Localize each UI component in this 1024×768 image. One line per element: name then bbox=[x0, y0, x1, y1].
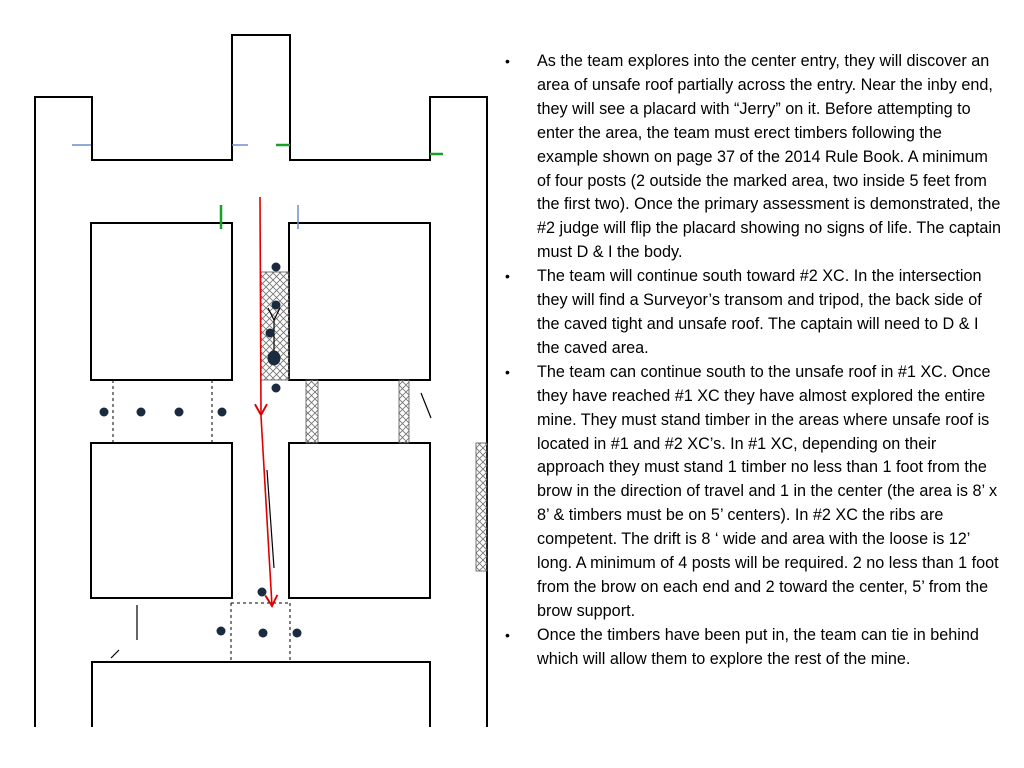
timber-post-icon bbox=[272, 263, 281, 272]
timber-post-icon bbox=[272, 384, 281, 393]
timber-post-icon bbox=[100, 408, 109, 417]
bullet-icon: • bbox=[505, 268, 510, 285]
bullet-icon: • bbox=[505, 53, 510, 69]
route-arrow-1 bbox=[260, 197, 261, 415]
placard-icon bbox=[268, 351, 281, 366]
timber-post-icon bbox=[293, 629, 302, 638]
timber-post-icon bbox=[272, 301, 281, 310]
pillar-upper-right bbox=[289, 223, 430, 380]
unsafe-roof-xc2-right bbox=[399, 380, 409, 443]
bottom-pillar bbox=[92, 662, 430, 727]
pillar-lower-right bbox=[289, 443, 430, 598]
timber-post-icon bbox=[218, 408, 227, 417]
note-item bbox=[500, 265, 1005, 361]
note-item bbox=[500, 50, 1005, 265]
note-text: The team will continue south toward #2 XC. In the intersection they will find a Surveyor’s transom and tripod, the back side of the caved tight and unsafe roof. The captain will need to D & I the caved area. bbox=[537, 267, 982, 357]
timber-post-icon bbox=[258, 588, 267, 597]
note-item bbox=[500, 361, 1005, 624]
note-item bbox=[500, 624, 1005, 672]
notes-list bbox=[500, 50, 1005, 672]
pillar-upper-left bbox=[91, 223, 232, 380]
black-mark-diag bbox=[111, 650, 119, 658]
pillar-lower-left bbox=[91, 443, 232, 598]
unsafe-roof-right-entry bbox=[476, 443, 487, 571]
timber-post-icon bbox=[175, 408, 184, 417]
black-mark-right bbox=[421, 393, 431, 418]
note-text: As the team explores into the center entry, they will discover an area of unsafe roof partially across the entry. Near the inby end, they will see a placard with “Jerry” on it. Before attempting to enter the area, the team must erect timbers following the example shown on page 37 of the 2014 Rule Book. A minimum of four posts (2 outside the marked area, two inside 5 feet from the first two). Once the primary assessment is demonstrated, the #2 judge will flip the placard showing no signs of life. The captain must D & I the body. bbox=[537, 52, 1002, 262]
bullet-icon: • bbox=[505, 626, 510, 643]
timber-post-icon bbox=[266, 329, 275, 338]
black-mark-center bbox=[267, 470, 274, 568]
timber-post-icon bbox=[217, 627, 226, 636]
note-text: The team can continue south to the unsafe roof in #1 XC. Once they have reached #1 XC they have almost explored the entire mine. They must stand timber in the areas where unsafe roof is located in #1 and #2 XC’s. In #1 XC, depending on their approach they must stand 1 timber no less than 1 foot from the brow in the direction of travel and 1 in the center (the area is 8’ x 8’ & timbers must be on 5’ centers). In #2 XC the ribs are competent. The drift is 8 ‘ wide and area with the loose is 12’ long. A minimum of 4 posts will be required. 2 no less than 1 foot from the brow on each end and 2 toward the center, 5’ from the brow support. bbox=[537, 362, 999, 620]
timber-post-icon bbox=[259, 629, 268, 638]
mine-map bbox=[0, 0, 500, 768]
unsafe-roof-xc2-left bbox=[306, 380, 318, 443]
bullet-icon: • bbox=[505, 363, 510, 380]
note-text: Once the timbers have been put in, the team can tie in behind which will allow them to explore the rest of the mine. bbox=[537, 625, 979, 668]
timber-post-icon bbox=[137, 408, 146, 417]
